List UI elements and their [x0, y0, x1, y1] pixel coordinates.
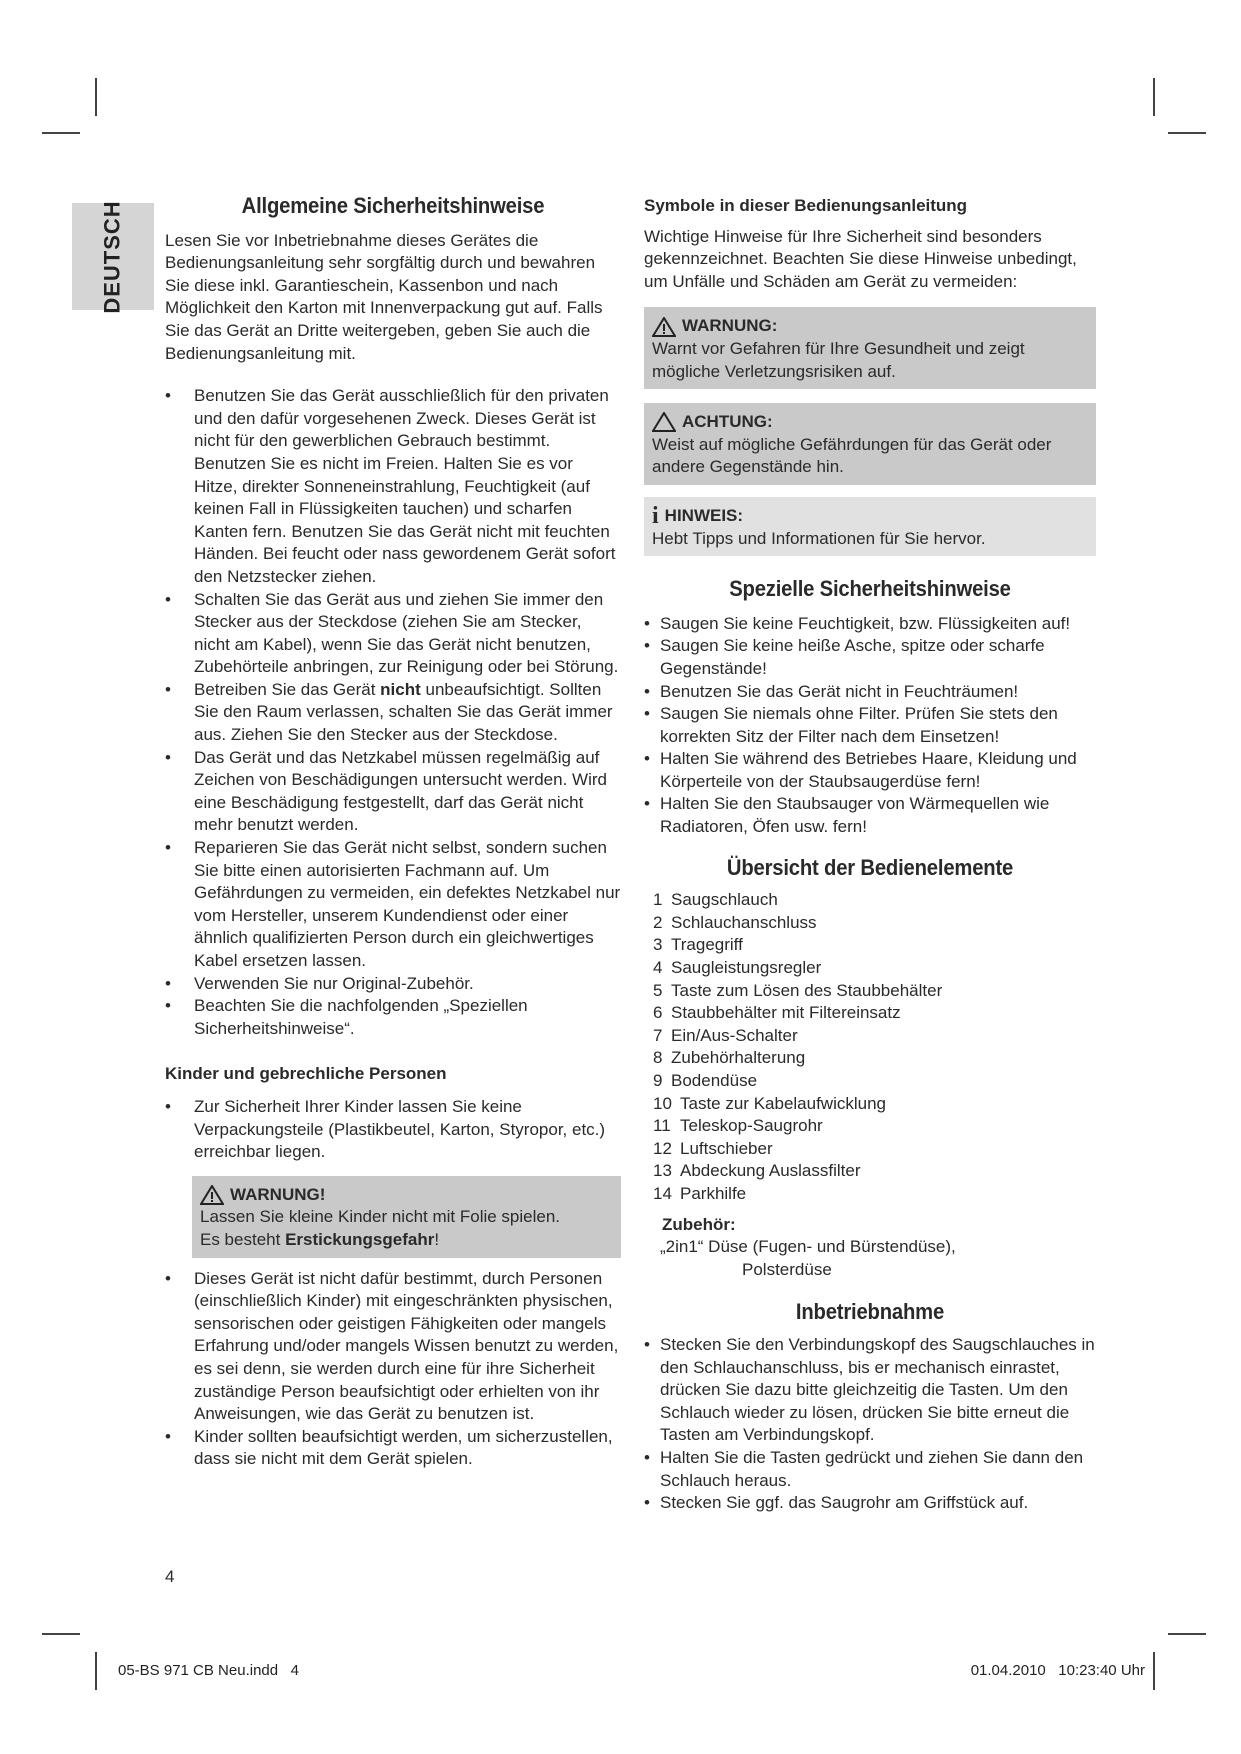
warning-box-children — [192, 1176, 621, 1258]
parts-list-item: 6 Staubbehälter mit Filtereinsatz — [653, 1003, 901, 1023]
list-item: • Kinder sollten beaufsichtigt werden, um sicherzustellen, dass sie nicht mit dem Gerät spielen. — [165, 1426, 621, 1471]
list-item: • Halten Sie die Tasten gedrückt und ziehen Sie dann den Schlauch heraus. — [644, 1447, 1096, 1492]
list-item: • Zur Sicherheit Ihrer Kinder lassen Sie keine Verpackungsteile (Plastikbeutel, Karton, Styropor, etc.) erreichbar liegen. — [165, 1096, 621, 1164]
list-item: • Benutzen Sie das Gerät nicht in Feuchträumen! — [644, 681, 1096, 704]
supervision-list — [165, 1268, 621, 1471]
list-item: • Betreiben Sie das Gerät nicht unbeaufsichtigt. Sollten Sie den Raum verlassen, schalten Sie das Gerät immer aus. Ziehen Sie den Stecker aus der Steckdose. — [165, 679, 621, 747]
hinweis-box — [644, 497, 1096, 556]
list-item: • Benutzen Sie das Gerät ausschließlich für den privaten und den dafür vorgesehenen Zweck. Dieses Gerät ist nicht für den gewerblichen Gebrauch bestimmt. Benutzen Sie es nicht im Freien. Halten Sie es vor Hitze, direkter Sonneneinstrahlung, Feuchtigkeit (auf keinen Fall in Flüssigkeiten tauchen) und scharfen Kanten fern. Benutzen Sie das Gerät nicht mit feuchten Händen. Bei feucht oder nass gewordenem Gerät sofort den Netzstecker ziehen. — [165, 385, 621, 588]
parts-list-item: 10 Taste zur Kabelaufwicklung — [653, 1093, 887, 1113]
warnung-title: WARNUNG: — [682, 316, 778, 336]
list-item: • Saugen Sie keine heiße Asche, spitze oder scharfe Gegenstände! — [644, 635, 1096, 680]
warnung-box — [644, 307, 1096, 389]
accessories-line: „2in1“ Düse (Fugen- und Bürstendüse), — [660, 1237, 956, 1257]
list-item: • Verwenden Sie nur Original-Zubehör. — [165, 973, 621, 996]
warning-triangle-icon — [652, 317, 676, 337]
parts-list-item: 7 Ein/Aus-Schalter — [653, 1025, 798, 1045]
section-title-general-safety: Allgemeine Sicherheitshinweise — [241, 193, 545, 218]
info-icon: i — [652, 503, 659, 530]
list-item: • Stecken Sie den Verbindungskopf des Saugschlauches in den Schlauchanschluss, bis er mechanisch einrastet, drücken Sie dazu bitte gleichzeitig die Tasten. Um den Schlauch wieder zu lösen, drücken Sie bitte erneut die Tasten am Verbindungskopf. — [644, 1334, 1096, 1447]
warning-triangle-icon — [200, 1185, 224, 1205]
parts-list-item: 14 Parkhilfe — [653, 1183, 747, 1203]
parts-list-item: 13 Abdeckung Auslassfilter — [653, 1161, 861, 1181]
warning-text: Lassen Sie kleine Kinder nicht mit Folie spielen. — [200, 1207, 561, 1227]
section-title-special-safety: Spezielle Sicherheitshinweise — [729, 576, 1011, 602]
page-number: 4 — [165, 1567, 175, 1586]
kids-heading: Kinder und gebrechliche Personen — [165, 1064, 447, 1084]
crop-mark — [1168, 132, 1206, 134]
language-tab-label: DEUTSCH — [100, 199, 125, 314]
crop-mark — [42, 132, 80, 134]
list-item: • Saugen Sie niemals ohne Filter. Prüfen Sie stets den korrekten Sitz der Filter nach dem Einsetzen! — [644, 703, 1096, 748]
symbols-heading: Symbole in dieser Bedienungsanleitung — [644, 196, 968, 215]
list-item: • Schalten Sie das Gerät aus und ziehen Sie immer den Stecker aus der Steckdose (ziehen Sie am Stecker, nicht am Kabel), wenn Sie das Gerät nicht benutzen, Zubehörteile anbringen, zur Reinigung oder bei Störung. — [165, 589, 621, 679]
parts-list-item: 8 Zubehörhalterung — [653, 1048, 806, 1068]
footer-file-name: 05-BS 971 CB Neu.indd 4 — [118, 1662, 299, 1679]
left-column — [165, 195, 621, 1471]
achtung-text: Weist auf mögliche Gefährdungen für das Gerät oder andere Gegenstände hin. — [652, 434, 1052, 477]
kids-list — [165, 1096, 621, 1164]
hinweis-title: HINWEIS: — [664, 505, 744, 525]
warning-title: WARNUNG! — [200, 1184, 613, 1207]
symbols-intro: Wichtige Hinweise für Ihre Sicherheit sind besonders gekennzeichnet. Beachten Sie diese Hinweise unbedingt, um Unfälle und Schäden am Gerät zu vermeiden: — [644, 226, 1077, 291]
achtung-box — [644, 403, 1096, 485]
parts-list-item: 11 Teleskop-Saugrohr — [653, 1116, 823, 1136]
achtung-title: ACHTUNG: — [682, 412, 773, 432]
language-tab — [72, 199, 154, 314]
crop-mark — [42, 1633, 80, 1635]
crop-mark — [1153, 78, 1155, 116]
accessories-heading: Zubehör: — [662, 1214, 736, 1234]
hinweis-text: Hebt Tipps und Informationen für Sie hervor. — [652, 528, 986, 548]
section-title-commissioning: Inbetriebnahme — [795, 1299, 945, 1325]
list-item: • Dieses Gerät ist nicht dafür bestimmt, durch Personen (einschließlich Kinder) mit eingeschränkten physischen, sensorischen oder geistigen Fähigkeiten oder mangels Erfahrung und/oder mangels Wissen benutzt zu werden, es sei denn, sie werden durch eine für ihre Sicherheit zuständige Person beaufsichtigt oder erhielten von ihr Anweisungen, wie das Gerät zu benutzen ist. — [165, 1268, 621, 1426]
list-item: • Halten Sie den Staubsauger von Wärmequellen wie Radiatoren, Öfen usw. fern! — [644, 793, 1096, 838]
parts-list-item: 1 Saugschlauch — [653, 890, 778, 910]
right-column — [644, 195, 1096, 1515]
list-item: • Beachten Sie die nachfolgenden „Speziellen Sicherheitshinweise“. — [165, 995, 621, 1040]
warnung-text: Warnt vor Gefahren für Ihre Gesundheit und zeigt mögliche Verletzungsrisiken auf. — [652, 338, 1025, 381]
crop-mark — [1168, 1633, 1206, 1635]
section-title-controls-overview: Übersicht der Bedienelemente — [726, 854, 1014, 880]
parts-list-item: 12 Luftschieber — [653, 1138, 773, 1158]
footer-datetime: 01.04.2010 10:23:40 Uhr — [970, 1662, 1145, 1679]
crop-mark — [95, 1652, 97, 1690]
intro-paragraph: Lesen Sie vor Inbetriebnahme dieses Gerätes die Bedienungsanleitung sehr sorgfältig durch und bewahren Sie diese inkl. Garantieschein, Kassenbon und nach Möglichkeit den Karton mit Innenverpackung gut auf. Falls Sie das Gerät an Dritte weitergeben, geben Sie auch die Bedienungsanleitung mit. — [165, 230, 603, 363]
warning-text: Es besteht Erstickungsgefahr! — [200, 1229, 440, 1249]
accessories-block — [644, 1214, 1096, 1282]
list-item: • Reparieren Sie das Gerät nicht selbst, sondern suchen Sie bitte einen autorisierten Fachmann auf. Um Gefährdungen zu vermeiden, ein defektes Netzkabel nur vom Hersteller, unserem Kundendienst oder einer ähnlich qualifizierten Person durch ein gleichwertiges Kabel ersetzen lassen. — [165, 837, 621, 973]
commissioning-list — [644, 1334, 1096, 1515]
parts-list-item: 4 Saugleistungsregler — [653, 958, 822, 978]
parts-list-item: 9 Bodendüse — [653, 1071, 758, 1090]
crop-mark — [1153, 1652, 1155, 1690]
caution-triangle-icon — [652, 412, 676, 432]
parts-list-item: 3 Tragegriff — [653, 935, 743, 955]
list-item: • Saugen Sie keine Feuchtigkeit, bzw. Flüssigkeiten auf! — [644, 613, 1096, 636]
parts-list-item: 2 Schlauchanschluss — [653, 912, 817, 932]
general-safety-list — [165, 385, 621, 1040]
crop-mark — [95, 78, 97, 116]
special-safety-list — [644, 613, 1096, 839]
parts-list-item: 5 Taste zum Lösen des Staubbehälter — [653, 980, 943, 1000]
list-item: • Stecken Sie ggf. das Saugrohr am Griffstück auf. — [644, 1492, 1096, 1515]
list-item: • Das Gerät und das Netzkabel müssen regelmäßig auf Zeichen von Beschädigungen untersucht werden. Wird eine Beschädigung festgestellt, darf das Gerät nicht mehr benutzt werden. — [165, 747, 621, 837]
parts-list — [644, 889, 1096, 1205]
accessories-line: Polsterdüse — [742, 1259, 832, 1279]
list-item: • Halten Sie während des Betriebes Haare, Kleidung und Körperteile von der Staubsaugerdüse fern! — [644, 748, 1096, 793]
